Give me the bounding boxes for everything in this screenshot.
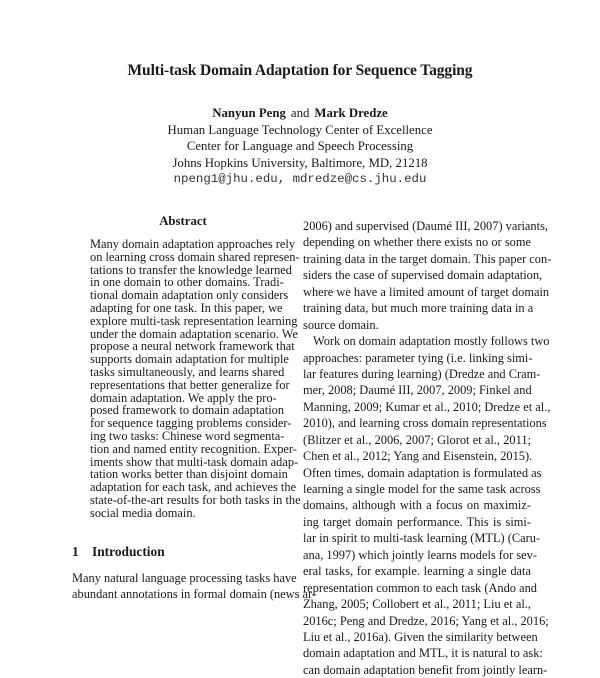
- text-line: explore multi-task representation learning: [90, 313, 298, 328]
- text-line: domain adaptation. We apply the pro-: [90, 390, 277, 405]
- right-column-body: [303, 218, 552, 678]
- text-line: can domain adaptation benefit from jointly learn-: [303, 662, 548, 677]
- text-line: ana, 1997) which jointly learns models for sev-: [303, 547, 537, 562]
- text-line: tion and named entity recognition. Exper-: [90, 441, 297, 456]
- abstract-heading: Abstract: [159, 214, 207, 228]
- text-line: learning a single model for the same task across: [303, 482, 541, 496]
- affiliation-line: Human Language Technology Center of Excellence: [167, 122, 433, 137]
- section-number: 1: [72, 544, 79, 559]
- text-line: domain adaptation and MTL, it is natural to ask:: [303, 646, 543, 661]
- text-line: iments show that multi-task domain adap-: [90, 454, 299, 469]
- abstract-body: [90, 237, 301, 520]
- text-line: tional domain adaptation only considers: [90, 288, 289, 303]
- text-line: where we have a limited amount of target domain: [303, 284, 550, 299]
- text-line: approaches: parameter tying (i.e. linking simi-: [303, 350, 533, 365]
- text-line: lar features during learning) (Dredze and Cram-: [303, 366, 541, 381]
- text-line: in one domain to other domains. Tradi-: [90, 275, 284, 290]
- text-line: eral tasks, for example. learning a single data: [303, 564, 531, 579]
- text-line: depending on whether there exists no or some: [303, 235, 531, 250]
- author-block: [0, 105, 600, 188]
- text-line: 2010), and learning cross domain representations: [303, 416, 547, 431]
- text-line: supports domain adaptation for multiple: [90, 352, 289, 367]
- text-line: under the domain adaptation scenario. We: [90, 326, 298, 341]
- author-emails: npeng1@jhu.edu, mdredze@cs.jhu.edu: [173, 172, 427, 187]
- text-line: training data, but much more training data in a: [303, 301, 534, 316]
- text-line: tasks simultaneously, and learns shared: [90, 364, 285, 379]
- text-line: social media domain.: [90, 505, 196, 520]
- affiliation-line: Center for Language and Speech Processing: [186, 139, 414, 154]
- text-line: training data in the target domain. This paper con-: [303, 251, 552, 266]
- text-line: (Blitzer et al., 2006, 2007; Glorot et al., 2011;: [303, 432, 531, 447]
- text-line: ing two tasks: Chinese word segmenta-: [90, 428, 285, 443]
- text-line: Liu et al., 2016a). Given the similarity between: [303, 629, 538, 644]
- text-line: posed framework to domain adaptation: [90, 403, 285, 418]
- text-line: mer, 2008; Daumé III, 2007, 2009; Finkel and: [303, 383, 532, 398]
- text-line: state-of-the-art results for both tasks in the: [90, 492, 301, 507]
- text-line: for sequence tagging problems consider-: [90, 416, 292, 431]
- text-line: Many natural language processing tasks have: [72, 571, 297, 585]
- introduction-body: [72, 570, 317, 603]
- section-title: Introduction: [92, 544, 165, 559]
- author-names: [0, 105, 600, 122]
- text-line: Manning, 2009; Kumar et al., 2010; Dredze et al.,: [303, 399, 551, 414]
- text-line: 2016c; Peng and Dredze, 2016; Yang et al., 2016;: [303, 613, 549, 628]
- text-line: 2006) and supervised (Daumé III, 2007) variants,: [303, 219, 548, 233]
- text-line: representation common to each task (Ando and: [303, 580, 537, 595]
- text-line: siders the case of supervised domain adaptation,: [303, 268, 543, 283]
- text-line: Chen et al., 2012; Yang and Eisenstein, 2015).: [303, 449, 533, 464]
- text-line: domains, although with a focus on maximiz-: [303, 498, 531, 513]
- text-line: lar in spirit to multi-task learning (MTL) (Caru-: [303, 531, 541, 546]
- text-line: Many domain adaptation approaches rely: [90, 237, 296, 251]
- author-1: Nanyun Peng: [212, 106, 286, 120]
- text-line: adaptation for each task, and achieves the: [90, 480, 297, 495]
- text-line: Work on domain adaptation mostly follows two: [313, 334, 550, 349]
- text-line: Often times, domain adaptation is formulated as: [303, 465, 542, 480]
- paper-title: Multi-task Domain Adaptation for Sequence Tagging: [127, 62, 473, 79]
- text-line: abundant annotations in formal domain (news ar-: [72, 587, 317, 602]
- text-line: Zhang, 2005; Collobert et al., 2011; Liu et al.,: [303, 597, 531, 612]
- author-2: Mark Dredze: [314, 106, 388, 120]
- text-line: ing target domain performance. This is simi-: [303, 514, 531, 529]
- text-line: source domain.: [303, 317, 379, 332]
- text-line: tation works better than disjoint domain: [90, 467, 288, 482]
- affiliation-line: Johns Hopkins University, Baltimore, MD, 21218: [172, 155, 428, 170]
- text-line: tations to transfer the knowledge learned: [90, 262, 292, 277]
- text-line: representations that better generalize for: [90, 377, 290, 392]
- text-line: propose a neural network framework that: [90, 339, 295, 354]
- author-conjunction: and: [290, 106, 310, 120]
- section-heading-introduction: [72, 544, 165, 560]
- text-line: on learning cross domain shared represen-: [90, 249, 300, 264]
- text-line: adapting for one task. In this paper, we: [90, 300, 283, 315]
